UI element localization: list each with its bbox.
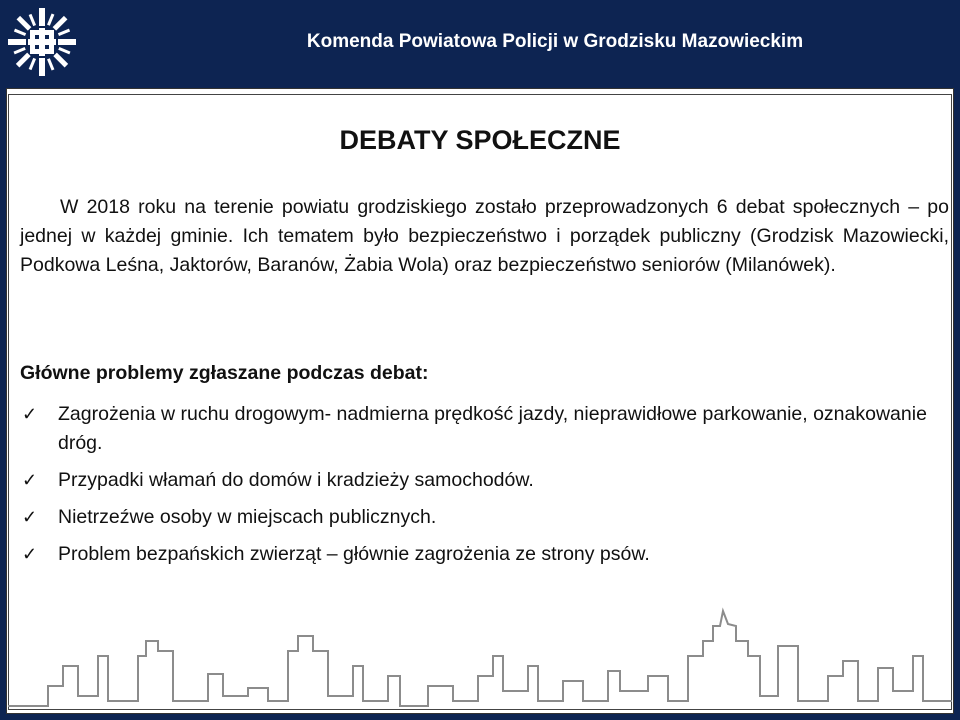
list-item (20, 503, 940, 532)
list-item (20, 466, 940, 495)
checkmark-icon: ✓ (22, 507, 38, 527)
list-item-text: Nietrzeźwe osoby w miejscach publicznych. (58, 506, 437, 528)
problems-heading: Główne problemy zgłaszane podczas debat: (20, 362, 429, 384)
header-bar (0, 0, 960, 88)
slide-title: DEBATY SPOŁECZNE (339, 125, 621, 155)
police-star-logo-icon (4, 4, 80, 80)
city-skyline-illustration (8, 596, 952, 714)
problems-list (20, 400, 940, 577)
list-item-text: Problem bezpańskich zwierząt – głównie zagrożenia ze strony psów. (58, 543, 650, 565)
list-item (20, 400, 940, 458)
list-item-text: Zagrożenia w ruchu drogowym- nadmierna prędkość jazdy, nieprawidłowe parkowanie, oznakowanie dróg. (58, 403, 927, 454)
list-item-text: Przypadki włamań do domów i kradzieży samochodów. (58, 469, 534, 491)
intro-paragraph: W 2018 roku na terenie powiatu grodziskiego zostało przeprowadzonych 6 debat społecznych – po jednej w każdej gminie. Ich tematem było bezpieczeństwo i porządek publiczny (Grodzisk Mazowiecki, Podkowa Leśna, Jaktorów, Baranów, Żabia Wola) oraz bezpieczeństwo seniorów (Milanówek). (20, 196, 949, 276)
checkmark-icon: ✓ (22, 544, 38, 564)
checkmark-icon: ✓ (22, 470, 38, 490)
header-title: Komenda Powiatowa Policji w Grodzisku Mazowieckim (306, 31, 804, 52)
list-item (20, 540, 940, 569)
checkmark-icon: ✓ (22, 404, 38, 424)
